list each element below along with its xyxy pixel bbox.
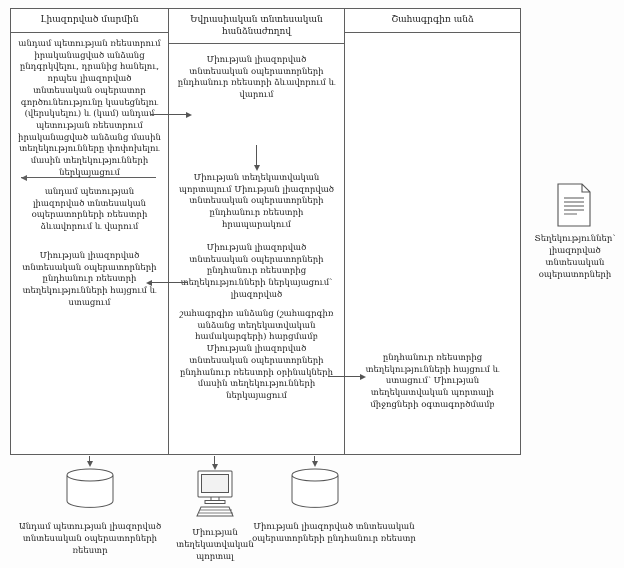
activity-request-receive-info: ընդհանուր ռեեստրից տեղեկությունների հայցում և ստացում՝ Միության տեղեկատվական պորտալի միջոցների օգտագործմամբ (365, 353, 500, 410)
database-icon (291, 468, 339, 508)
activity-publish-union-registry: Միության տեղեկատվական պորտալում Միության լիազորված տնտեսական օպերատորների ընդհանուր ռեեստրի հրապարակում (178, 173, 335, 230)
flow-arrow-right-icon (150, 114, 186, 115)
lane-eurasian-commission-title: Եվրասիական տնտեսական հանձնաժողով (169, 9, 344, 44)
flow-arrow-down-icon (89, 456, 90, 461)
activity-respond-to-requests: շահագրգիռ անձանց (շահագրգիռ անձանց տեղեկատվական համակարգերի) հարցմամբ Միության լիազորված տնտեսական օպերատորների ընդհանուր ռեեստրի օրինակների մասին տեղեկությունների ներկայացում (179, 309, 334, 402)
activity-maintain-union-registry: Միության լիազորված տնտեսական օպերատորների ընդհանուր ռեեստրի ձևավորում և վարում (177, 55, 336, 101)
lane-eurasian-commission (169, 8, 345, 455)
union-portal-label: Միության տեղեկատվական պորտալ (176, 528, 254, 562)
flow-arrow-left-icon (21, 177, 156, 178)
union-registry-label: Միության լիազորված տնտեսական օպերատորների ընդհանուր ռեեստր (252, 522, 416, 544)
flow-arrow-down-icon (214, 456, 215, 464)
activity-submit-registry-info: անդամ պետության ռեեստրում իրականացված անձանց ընդգրկվելու, դրանից հանելու, որպես լիազորված տնտեսական օպերատոր գործունեությունը կասեցնելու (վերսկսելու) և (կամ) անդամ պետության ռեեստրում իրականացված անձանց մասին տեղեկությունները փոփոխելու մասին տեղեկությունների ներկայացում (18, 39, 161, 178)
activity-provide-registry-info: Միության լիազորված տնտեսական օպերատորների ընդհանուր ռեեստրից տեղեկությունների ներկայացում՝ լիազորված (180, 243, 333, 300)
member-registry-label: Անդամ պետության լիազորված տնտեսական օպերատորների ռեեստր (18, 522, 162, 556)
lane-interested-person (345, 8, 521, 455)
activity-maintain-member-registry: անդամ պետության լիազորված տնտեսական օպերատորների ռեեստրի ձևավորում և վարում (31, 187, 148, 233)
computer-icon (192, 470, 238, 522)
activity-request-union-registry-info: Միության լիազորված տնտեսական օպերատորների ընդհանուր ռեեստրի տեղեկությունների հայցում և ստացում (22, 251, 157, 308)
flow-arrow-down-icon (256, 145, 257, 165)
document-note-label: Տեղեկություններ՝ լիազորված տնտեսական օպերատորների (534, 234, 616, 280)
database-icon (66, 468, 114, 508)
lane-authorized-body-title: Լիազորված մարմին (11, 9, 168, 33)
flow-arrow-right-icon (328, 376, 360, 377)
lane-authorized-body (10, 8, 169, 455)
flow-arrow-down-icon (314, 456, 315, 461)
document-icon (556, 183, 592, 227)
flow-arrow-left-icon (152, 282, 188, 283)
lane-interested-person-title: Շահագրգիռ անձ (345, 9, 520, 33)
